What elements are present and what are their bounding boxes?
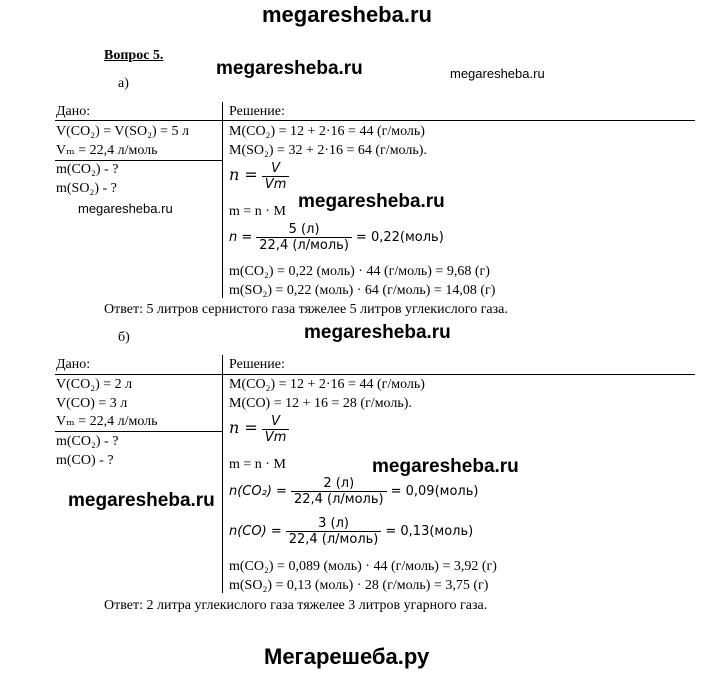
n-calculation: n(CO₂) = $\frac{2 (л)}{\text{22,4 (л/моль)}}$ = 0,09(моль) (229, 476, 479, 507)
find-line: m(CO) - ? (56, 453, 114, 468)
formula-n: n = $\frac{V}{Vm}$ (229, 414, 289, 445)
solution-line: M(CO₂) = 12 + 2·16 = 44 (г/моль) (229, 124, 425, 139)
watermark-mid: megaresheba.ru (68, 490, 215, 511)
given-line: Vₘ = 22,4 л/моль (56, 414, 158, 429)
solution-line: M(SO₂) = 32 + 2·16 = 64 (г/моль). (229, 143, 427, 158)
watermark-small: megaresheba.ru (78, 201, 173, 216)
mass-calculation: m(SO₂) = 0,22 (моль) · 64 (г/моль) = 14,08 (г) (229, 283, 496, 298)
divider-horizontal (55, 374, 695, 375)
given-line: V(CO₂) = 2 л (56, 377, 133, 392)
find-line: m(CO₂) - ? (56, 162, 119, 177)
n-calculation: n(CO) = $\frac{3 (л)}{\text{22,4 (л/моль)}}$ = 0,13(моль) (229, 516, 474, 547)
given-line: V(CO₂) = V(SO₂) = 5 л (56, 124, 189, 139)
answer-a: Ответ: 5 литров сернистого газа тяжелее 5 литров углекислого газа. (104, 302, 508, 317)
watermark-mid: megaresheba.ru (304, 322, 451, 343)
given-header: Дано: (56, 357, 91, 372)
mass-calculation: m(SO₂) = 0,13 (моль) · 28 (г/моль) = 3,75 (г) (229, 578, 489, 593)
watermark-mid: megaresheba.ru (372, 456, 519, 477)
watermark-top: megaresheba.ru (262, 2, 432, 27)
given-header: Дано: (56, 104, 91, 119)
find-line: m(SO₂) - ? (56, 181, 117, 196)
formula-m: m = n · M (229, 204, 286, 219)
solution-header: Решение: (229, 104, 285, 119)
question-title: Вопрос 5. (104, 48, 164, 63)
solution-header: Решение: (229, 357, 285, 372)
divider-given (55, 431, 222, 432)
mass-calculation: m(CO₂) = 0,089 (моль) · 44 (г/моль) = 3,92 (г) (229, 559, 497, 574)
watermark-mid: megaresheba.ru (216, 58, 363, 79)
watermark-bottom: Мегарешеба.ру (264, 644, 430, 669)
n-calculation: n = $\frac{5 (л)}{\text{22,4 (л/моль)}}$ = 0,22(моль) (229, 222, 444, 253)
solution-line: M(CO₂) = 12 + 2·16 = 44 (г/моль) (229, 377, 425, 392)
given-line: V(CO) = 3 л (56, 396, 128, 411)
divider-given (55, 160, 222, 161)
mass-calculation: m(CO₂) = 0,22 (моль) · 44 (г/моль) = 9,68 (г) (229, 264, 490, 279)
part-a-label: а) (118, 76, 129, 91)
part-b-label: б) (118, 330, 130, 345)
find-line: m(CO₂) - ? (56, 434, 119, 449)
divider-horizontal (55, 120, 695, 121)
watermark-mid: megaresheba.ru (298, 191, 445, 212)
watermark-small: megaresheba.ru (450, 66, 545, 81)
formula-n: n = $\frac{V}{Vm}$ (229, 161, 289, 192)
formula-m: m = n · M (229, 457, 286, 472)
answer-b: Ответ: 2 литра углекислого газа тяжелее 3 литров угарного газа. (104, 598, 488, 613)
divider-vertical (222, 102, 223, 298)
given-line: Vₘ = 22,4 л/моль (56, 143, 158, 158)
solution-line: M(CO) = 12 + 16 = 28 (г/моль). (229, 396, 412, 411)
divider-vertical (222, 355, 223, 593)
